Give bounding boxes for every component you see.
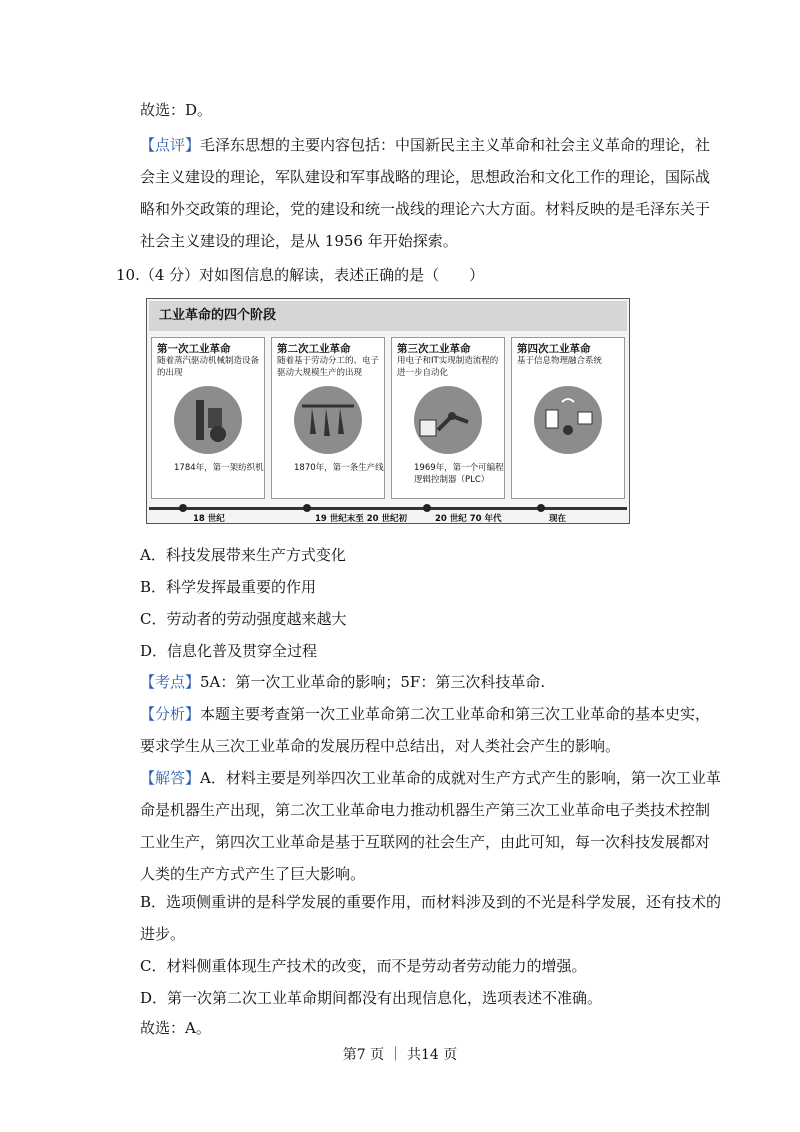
stage-title: 第四次工业革命 (517, 343, 591, 355)
timeline-dot (303, 504, 311, 512)
comment-line: 会主义建设的理论，军队建设和军事战略的理论，思想政治和文化工作的理论，国际战 (140, 168, 711, 186)
jieda-line: 进步。 (140, 925, 186, 943)
jieda-line: 【解答】A．材料主要是列举四次工业革命的成就对生产方式产生的影响，第一次工业革 (140, 769, 721, 787)
fenxi-line: 要求学生从三次工业革命的发展历程中总结出，对人类社会产生的影响。 (140, 737, 621, 755)
jieda-line: 工业生产，第四次工业革命是基于互联网的社会生产，由此可知，每一次科技发展都对 (140, 833, 711, 851)
answer-line: 故选：D。 (140, 101, 213, 119)
option-a: A．科技发展带来生产方式变化 (140, 546, 346, 564)
stage-caption: 1870年，第一条生产线 (294, 463, 384, 473)
industrial-revolution-figure (146, 298, 630, 524)
option-d: D．信息化普及贯穿全过程 (140, 642, 318, 660)
stage-title: 第一次工业革命 (157, 343, 231, 355)
stage-title: 第二次工业革命 (277, 343, 351, 355)
stage-desc: 用电子和IT实现制造流程的进一步自动化 (397, 356, 499, 378)
comment-line: 【点评】毛泽东思想的主要内容包括：中国新民主主义革命和社会主义革命的理论，社 (140, 136, 711, 154)
fenxi-line: 【分析】本题主要考查第一次工业革命第二次工业革命和第三次工业革命的基本史实， (140, 705, 711, 723)
timeline-label: 20 世纪 70 年代 (435, 514, 502, 524)
stage-caption: 1969年，第一个可编程逻辑控制器（PLC） (414, 463, 504, 485)
stage-panel (271, 337, 385, 499)
jieda-line: 人类的生产方式产生了巨大影响。 (140, 865, 366, 883)
answer-line: 故选：A。 (140, 1019, 211, 1037)
timeline-label: 19 世纪末至 20 世纪初 (315, 514, 408, 524)
timeline-label: 18 世纪 (193, 514, 225, 524)
timeline (149, 507, 627, 524)
timeline-dot (423, 504, 431, 512)
kaodian-line: 【考点】5A：第一次工业革命的影响；5F：第三次科技革命. (140, 673, 546, 691)
option-c: C．劳动者的劳动强度越来越大 (140, 610, 347, 628)
comment-tag: 【点评】 (140, 136, 201, 154)
jieda-tag: 【解答】 (140, 769, 201, 787)
kaodian-tag: 【考点】 (140, 673, 201, 691)
jieda-line: B．选项侧重讲的是科学发展的重要作用，而材料涉及到的不光是科学发展，还有技术的 (140, 893, 722, 911)
question-line: 10.（4 分）对如图信息的解读，表述正确的是（ ） (116, 266, 485, 284)
fenxi-tag: 【分析】 (140, 705, 201, 723)
stage-panel (391, 337, 505, 499)
stage-caption: 1784年，第一架纺织机 (174, 463, 264, 473)
timeline-label: 现在 (549, 514, 567, 524)
assembly-line-icon (294, 386, 362, 454)
stage-panel (151, 337, 265, 499)
comment-line: 社会主义建设的理论，是从 1956 年开始探索。 (140, 232, 458, 250)
stage-desc: 随着蒸汽驱动机械制造设备的出现 (157, 356, 260, 378)
jieda-line: 命是机器生产出现，第二次工业革命电力推动机器生产第三次工业革命电子类技术控制 (140, 801, 711, 819)
timeline-dot (537, 504, 545, 512)
page-footer: 第7 页 ｜ 共14 页 (342, 1047, 458, 1063)
option-b: B．科学发挥最重要的作用 (140, 578, 317, 596)
stage-desc: 随着基于劳动分工的、电子驱动大规模生产的出现 (277, 356, 380, 378)
stage-title: 第三次工业革命 (397, 343, 471, 355)
loom-icon (174, 386, 242, 454)
stage-panel (511, 337, 625, 499)
jieda-line: C．材料侧重体现生产技术的改变，而不是劳动者劳动能力的增强。 (140, 957, 587, 975)
cyber-physical-icon (534, 386, 602, 454)
stage-desc: 基于信息物理融合系统 (517, 356, 603, 366)
jieda-line: D．第一次第二次工业革命期间都没有出现信息化，选项表述不准确。 (140, 989, 603, 1007)
figure-title: 工业革命的四个阶段 (149, 301, 627, 331)
timeline-dot (179, 504, 187, 512)
comment-line: 略和外交政策的理论，党的建设和统一战线的理论六大方面。材料反映的是毛泽东关于 (140, 200, 711, 218)
robot-arm-icon (414, 386, 482, 454)
